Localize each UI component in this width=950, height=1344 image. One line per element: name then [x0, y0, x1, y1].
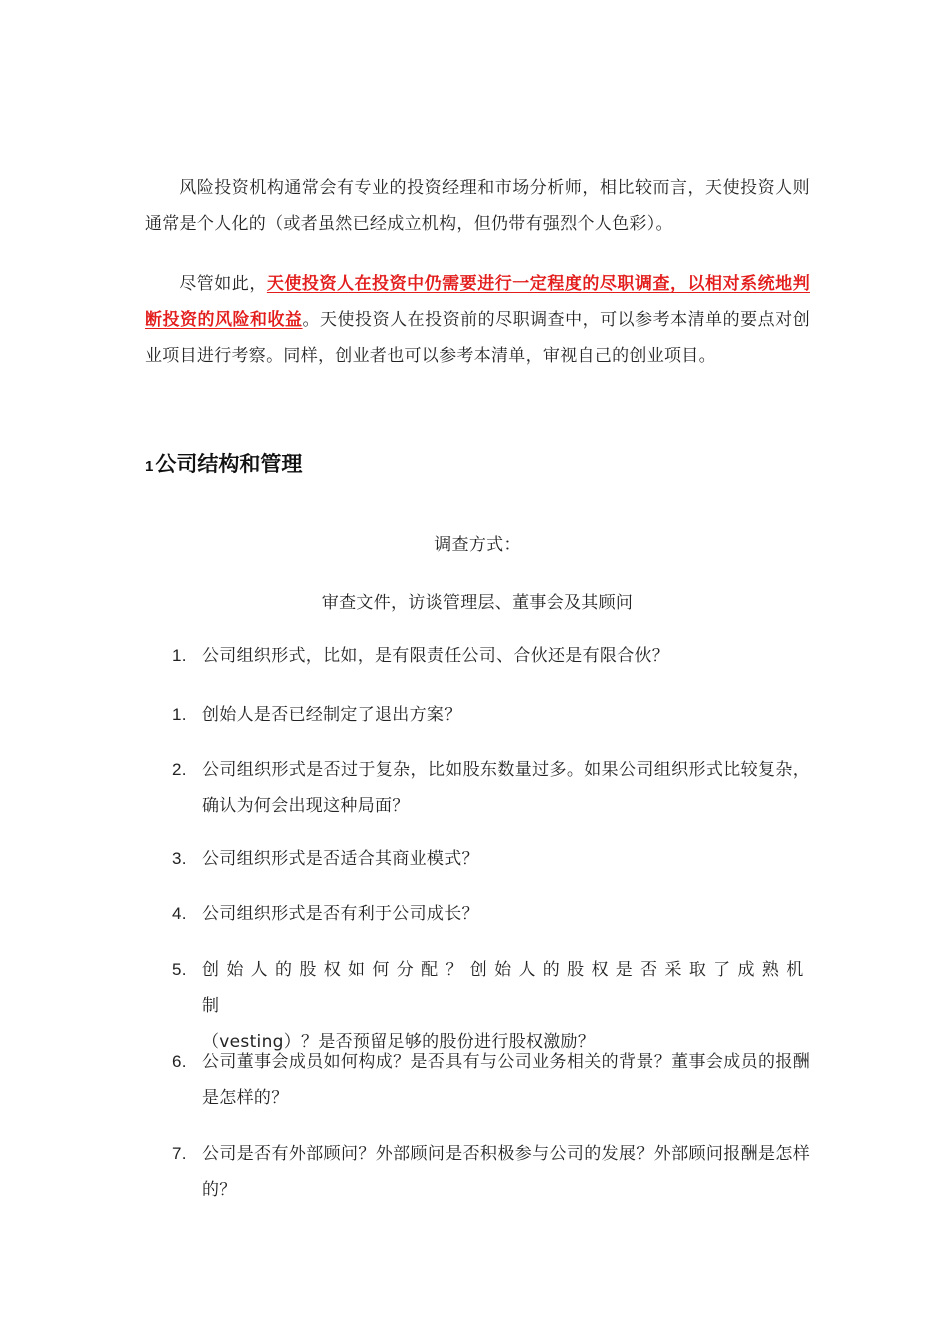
list-text: 创始人是否已经制定了退出方案？ [202, 705, 462, 725]
method-label: 调查方式： [434, 535, 521, 555]
list-item [145, 752, 810, 824]
list-item [145, 697, 810, 733]
list-text-line-1: 创始人的股权如何分配？创始人的股权是否采取了成熟机制 [202, 960, 810, 1016]
list-item [145, 1044, 810, 1116]
list-text: 公司组织形式是否过于复杂，比如股东数量过多。如果公司组织形式比较复杂，确认为何会出现这种局面？ [202, 760, 810, 816]
list-number: 6. [172, 1052, 187, 1071]
intro-paragraph-2 [145, 266, 810, 374]
intro-text-1: 风险投资机构通常会有专业的投资经理和市场分析师，相比较而言，天使投资人则通常是个人化的（或者虽然已经成立机构，但仍带有强烈个人色彩）。 [145, 178, 810, 234]
list-text: 公司组织形式是否有利于公司成长？ [202, 904, 479, 924]
list-number: 1. [172, 646, 187, 665]
list-item [145, 1136, 810, 1208]
list-item [145, 841, 810, 877]
highlighted-text: 天使投资人在投资中仍需要进行一定程度的尽职调查，以相对系统地判断投资的风险和收益 [145, 274, 810, 330]
section-heading [145, 448, 302, 478]
list-text: 公司董事会成员如何构成？是否具有与公司业务相关的背景？董事会成员的报酬是怎样的？ [202, 1052, 810, 1108]
list-number: 1. [172, 705, 187, 724]
section-title: 公司结构和管理 [155, 452, 303, 476]
intro-paragraph-1 [145, 170, 810, 242]
method-text: 审查文件，访谈管理层、董事会及其顾问 [321, 593, 634, 613]
intro-text-2-start: 尽管如此， [179, 274, 267, 294]
list-item [145, 638, 810, 674]
list-text: 公司组织形式是否适合其商业模式？ [202, 849, 479, 869]
list-text-line-2: （vesting）？是否预留足够的股份进行股权激励？ [202, 1032, 596, 1052]
section-number: 1 [145, 458, 154, 475]
list-number: 3. [172, 849, 187, 868]
list-number: 4. [172, 904, 187, 923]
list-number: 5. [172, 960, 187, 979]
list-number: 7. [172, 1144, 187, 1163]
intro-text-2-rest: 。天使投资人在投资前的尽职调查中，可以参考本清单的要点对创业项目进行考察。同样，创业者也可以参考本清单，审视自己的创业项目。 [145, 310, 810, 366]
list-text: 公司是否有外部顾问？外部顾问是否积极参与公司的发展？外部顾问报酬是怎样的？ [202, 1144, 810, 1200]
list-text: 公司组织形式，比如，是有限责任公司、合伙还是有限合伙？ [202, 646, 670, 666]
list-item [145, 896, 810, 932]
list-number: 2. [172, 760, 187, 779]
